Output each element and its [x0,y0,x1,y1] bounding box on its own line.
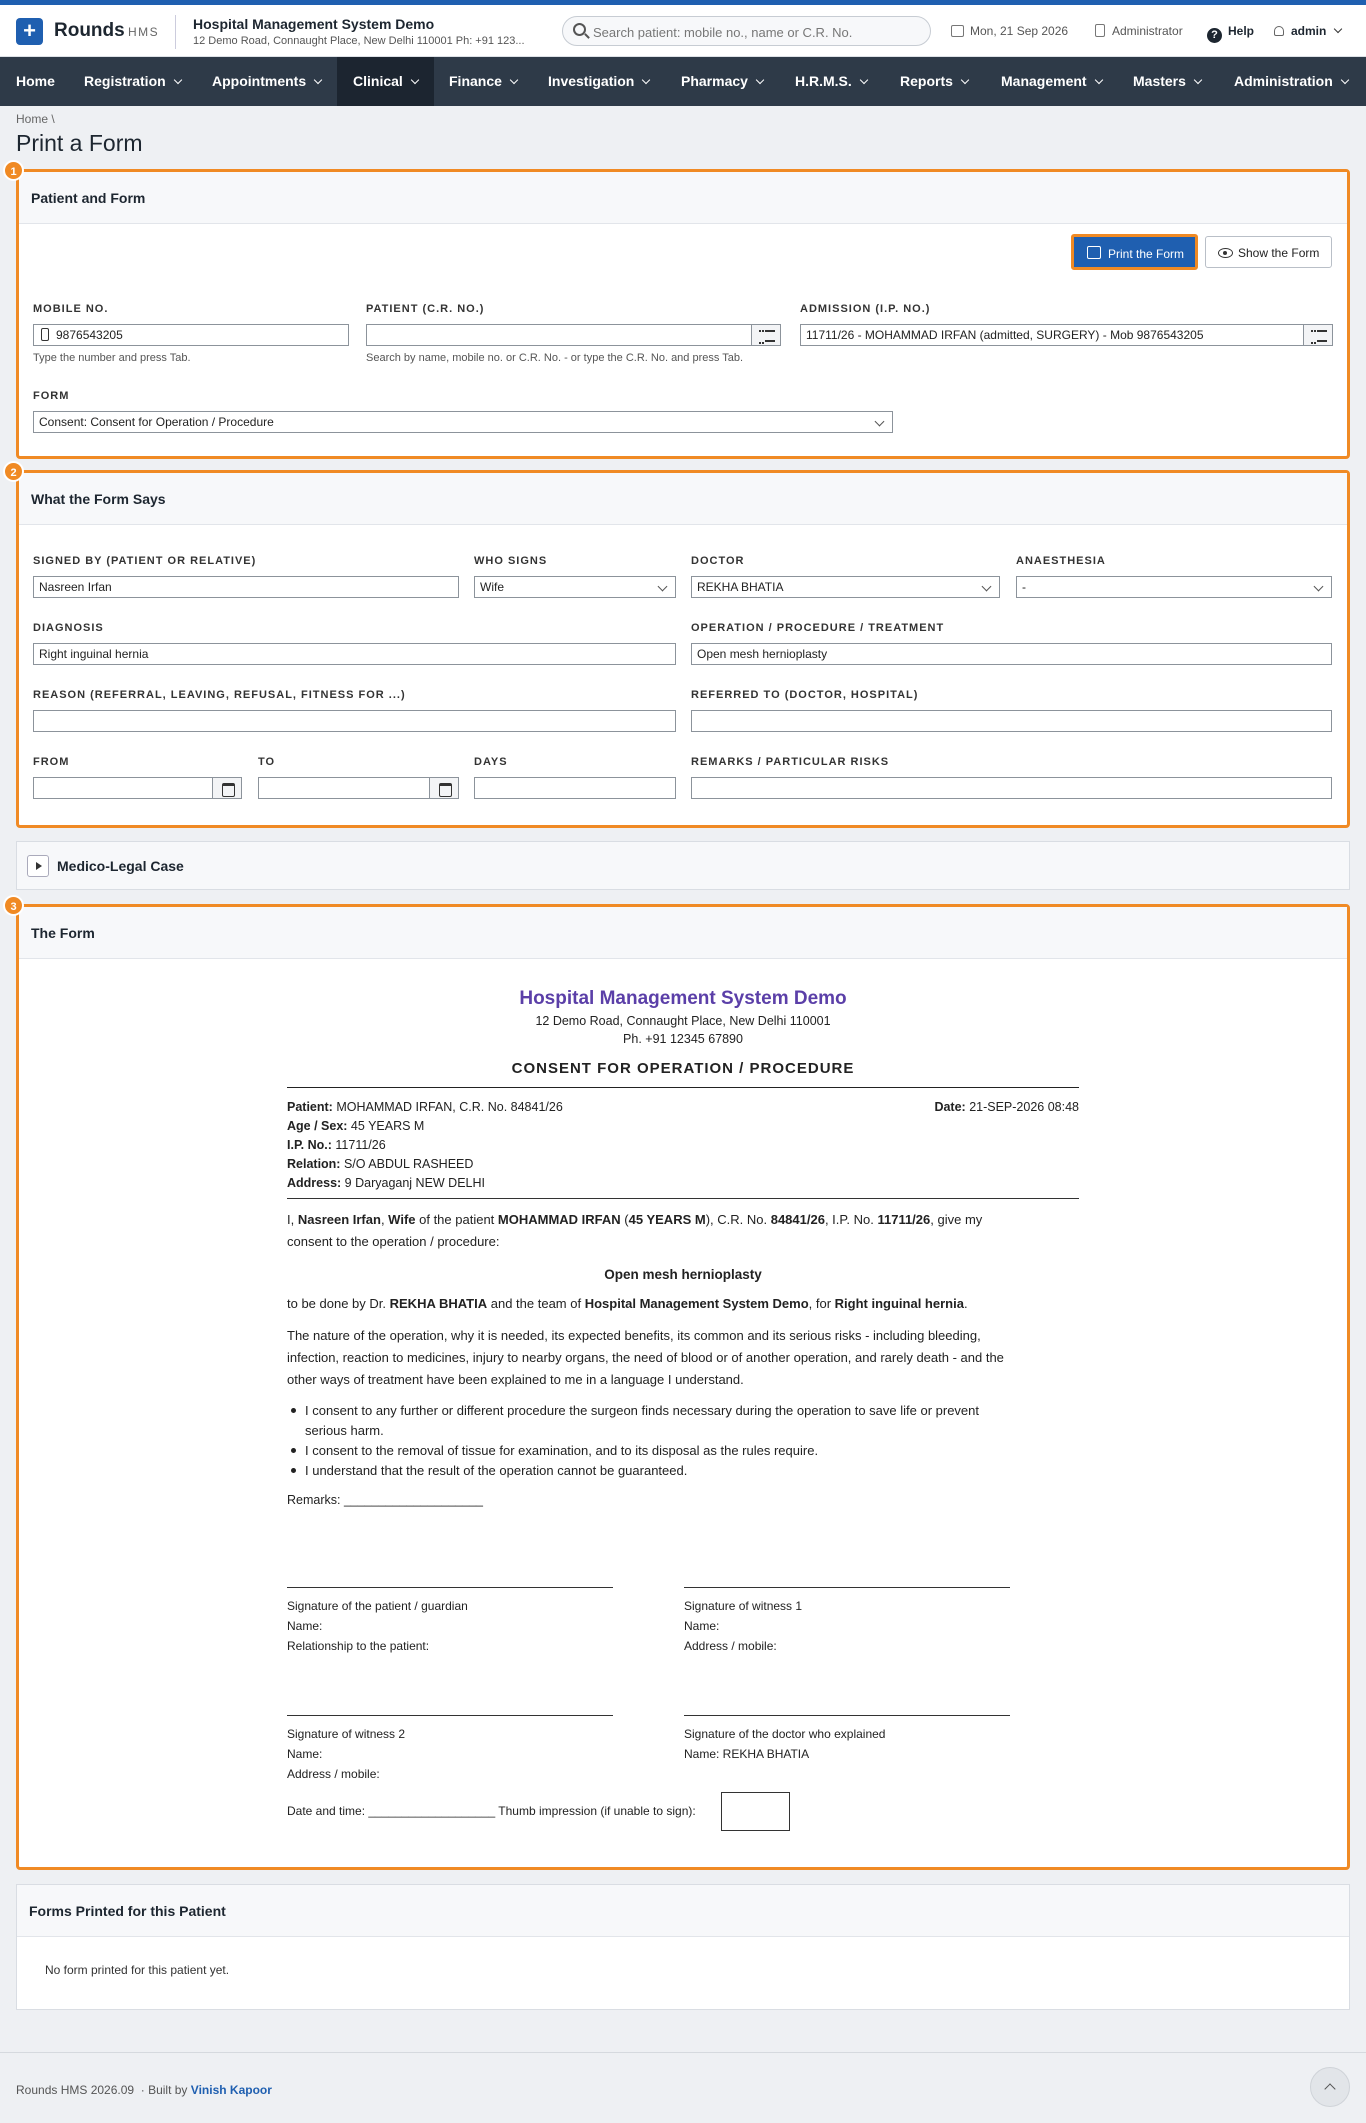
built-by: · Built by [140,2083,188,2097]
expand-toggle[interactable] [27,855,49,877]
nav-label: Masters [1133,73,1186,89]
doc-remarks: Remarks: ____________________ [287,1493,483,1507]
sig-address: Address / mobile: [287,1767,380,1781]
app-logo-icon[interactable]: + [16,18,43,45]
chevron-down-icon [961,76,969,84]
text: , for [808,1296,835,1311]
nav-pharmacy[interactable] [665,57,779,106]
days-field[interactable] [474,777,676,799]
signed-by-label: SIGNED BY (PATIENT OR RELATIVE) [33,555,257,567]
thumb-box [721,1792,790,1831]
nav-finance[interactable] [433,57,533,106]
value: 11711/26 [335,1138,386,1152]
header-role[interactable] [1095,24,1183,38]
header-date [951,24,1068,38]
text: of the patient [415,1212,498,1227]
doc-address-line [287,1175,485,1191]
text: , give my [930,1212,983,1227]
patient-label: PATIENT (C.R. NO.) [366,303,485,315]
label: Age / Sex: [287,1119,348,1133]
chevron-down-icon [411,76,419,84]
breadcrumb [16,112,55,126]
sig-title: Signature of witness 2 [287,1727,406,1741]
help-icon: ? [1207,28,1222,43]
footer-text [16,2083,272,2097]
field-value: 9876543205 [56,328,123,342]
doc-relation-line [287,1156,473,1172]
hospital-name: Hospital Management System Demo [193,16,435,32]
empty-message: No form printed for this patient yet. [45,1963,230,1977]
doc-hospital-name: Hospital Management System Demo [519,988,847,1009]
date-text: Mon, 21 Sep 2026 [970,24,1069,38]
chevron-down-icon [756,76,764,84]
days-label: DAYS [474,756,508,768]
chevron-up-icon [1324,2083,1335,2094]
nav-label: Investigation [548,73,635,89]
referred-field[interactable] [691,710,1332,732]
show-form-button[interactable] [1205,236,1332,268]
signature-line [287,1715,613,1716]
patient-search-input[interactable] [562,16,931,46]
sig-name: Name: REKHA BHATIA [684,1747,810,1761]
label: I.P. No.: [287,1138,332,1152]
text: and the team of [487,1296,585,1311]
doc-doctor-para [287,1296,968,1313]
signed-by-field[interactable]: Nasreen Irfan [33,576,459,598]
admission-list-icon[interactable] [1303,324,1333,346]
anaesthesia-select[interactable]: - [1016,576,1332,598]
nav-masters[interactable] [1117,57,1217,106]
text: I, [287,1212,298,1227]
form-label: FORM [33,390,70,402]
diagnosis-label: DIAGNOSIS [33,622,104,634]
user-menu[interactable] [1274,24,1341,38]
doc-risk-para-line1: The nature of the operation, why it is needed, its expected benefits, its common and its serious risks - including bleeding, [287,1328,981,1343]
from-label: FROM [33,756,70,768]
calendar-icon[interactable] [429,777,459,799]
admission-label: ADMISSION (I.P. NO.) [800,303,931,315]
doc-procedure: Open mesh hernioplasty [604,1267,762,1282]
chevron-down-icon [1094,76,1102,84]
eye-icon [1218,248,1233,258]
app-badge: HMS [128,25,160,39]
doc-datetime: Date and time: ___________________ Thumb impression (if unable to sign): [287,1804,696,1818]
patient-list-icon[interactable] [751,324,781,346]
doc-date-line [919,1099,1079,1115]
label: Patient: [287,1100,333,1114]
medico-legal-card[interactable] [16,841,1350,890]
button-label: Print the Form [1108,247,1185,261]
bullet-icon [291,1408,296,1413]
relation: Wife [388,1212,416,1227]
text: I understand that the result of the operation cannot be guaranteed. [305,1463,688,1478]
admission-field[interactable]: 11711/26 - MOHAMMAD IRFAN (admitted, SURGERY) - Mob 9876543205 [800,324,1304,346]
chevron-down-icon [314,76,322,84]
signer: Nasreen Irfan [297,1212,381,1227]
doc-ip-line [287,1137,386,1153]
doc-risk-para-line3: other ways of treatment have been explained to me in a language I understand. [287,1372,744,1387]
operation-field[interactable]: Open mesh hernioplasty [691,643,1332,665]
label: Address: [287,1176,342,1190]
printer-icon [1087,246,1101,259]
text: , I.P. No. [824,1212,878,1227]
app-header [0,5,1366,57]
sig-title: Signature of witness 1 [684,1599,803,1613]
user-icon [1274,26,1284,36]
hospital: Hospital Management System Demo [584,1296,809,1311]
nav-clinical[interactable] [337,57,434,106]
step-badge: 3 [3,895,24,916]
help-link[interactable] [1207,24,1254,43]
nav-home[interactable] [0,57,71,106]
caret-right-icon [36,862,42,870]
doc-consent-para-line2: consent to the operation / procedure: [287,1234,500,1249]
step-badge: 1 [3,160,24,181]
nav-label: H.R.M.S. [795,73,852,89]
value: MOHAMMAD IRFAN, C.R. No. 84841/26 [336,1100,563,1114]
sig-name: Name: [287,1619,323,1633]
from-date-field[interactable] [33,777,213,799]
text: ), C.R. No. [705,1212,771,1227]
hospital-address: 12 Demo Road, Connaught Place, New Delhi 110001 Ph: +91 123... [193,35,525,47]
nav-label: Pharmacy [681,73,748,89]
chevron-down-icon [1334,25,1342,33]
doc-consent-para [287,1212,982,1229]
value: S/O ABDUL RASHEED [343,1157,474,1171]
page-title: Print a Form [16,130,143,156]
diagnosis: Right inguinal hernia [834,1296,964,1311]
doc-bullet-1 [305,1403,979,1420]
value: 9 Daryaganj NEW DELHI [344,1176,485,1190]
forms-printed-card [16,1884,1350,2010]
chevron-down-icon [1341,76,1349,84]
chevron-down-icon [642,76,650,84]
user-name: admin [1291,24,1327,38]
text: , [380,1212,389,1227]
patient-form-card [16,169,1350,459]
age: 45 YEARS M [628,1212,706,1227]
doc-bullet-3 [305,1463,687,1480]
doctor-select[interactable]: REKHA BHATIA [691,576,1000,598]
breadcrumb-home[interactable]: Home [16,112,49,126]
text: I consent to the removal of tissue for examination, and to its disposal as the rules require. [305,1443,819,1458]
version: Rounds HMS 2026.09 [16,2083,135,2097]
ip-no: 11711/26 [877,1212,931,1227]
chevron-down-icon [173,76,181,84]
the-form-card [16,904,1350,1870]
doc-age-line [287,1118,424,1134]
nav-label: Management [1001,73,1087,89]
sig-relation: Relationship to the patient: [287,1639,430,1653]
diagnosis-field[interactable]: Right inguinal hernia [33,643,676,665]
button-label: Show the Form [1238,246,1320,260]
app-name[interactable]: Rounds [54,20,125,41]
bullet-icon [291,1448,296,1453]
doc-bullet-1-cont: serious harm. [305,1423,384,1438]
sig-name: Name: [684,1619,720,1633]
referred-label: REFERRED TO (DOCTOR, HOSPITAL) [691,689,919,701]
signature-line [684,1587,1010,1588]
signature-line [287,1587,613,1588]
form-says-card [16,470,1350,828]
doc-address: 12 Demo Road, Connaught Place, New Delhi 110001 [535,1014,831,1028]
author-link[interactable]: Vinish Kapoor [190,2083,272,2097]
mobile-help: Type the number and press Tab. [33,352,191,364]
chevron-down-icon [510,76,518,84]
value: 45 YEARS M [350,1119,425,1133]
doc-rule [287,1087,1079,1088]
anaesthesia-label: ANAESTHESIA [1016,555,1106,567]
remarks-label: REMARKS / PARTICULAR RISKS [691,756,890,768]
nav-management[interactable] [985,57,1118,106]
nav-label: Home [16,73,55,89]
nav-label: Administration [1234,73,1333,89]
help-label: Help [1228,24,1255,38]
calendar-icon [951,25,964,37]
calendar-icon[interactable] [212,777,242,799]
patient: MOHAMMAD IRFAN [497,1212,621,1227]
nav-hrms[interactable] [779,57,883,106]
sig-name: Name: [287,1747,323,1761]
sig-title: Signature of the doctor who explained [684,1727,886,1741]
label: Date: [934,1100,966,1114]
phone-icon [41,328,49,341]
who-signs-label: WHO SIGNS [474,555,548,567]
nav-reports[interactable] [884,57,984,106]
doc-rule [287,1198,1079,1199]
bullet-icon [291,1468,296,1473]
card-title: What the Form Says [19,473,1347,525]
value: 21-SEP-2026 08:48 [969,1100,1079,1114]
clipboard-icon [1095,24,1105,37]
to-date-field[interactable] [258,777,430,799]
sig-witness2-block [287,1724,405,1784]
sig-patient-block [287,1596,468,1656]
sig-address: Address / mobile: [684,1639,777,1653]
nav-label: Appointments [212,73,307,89]
card-title: The Form [19,907,1347,959]
nav-appointments[interactable] [196,57,337,106]
mobile-label: MOBILE NO. [33,303,109,315]
text: to be done by Dr. [287,1296,390,1311]
header-divider [175,15,176,49]
doc-risk-para-line2: infection, reaction to medicines, injury to nearby organs, the need of blood or of another operation, and rarely death - and the [287,1350,1004,1365]
chevron-down-icon [860,76,868,84]
remarks-field[interactable] [691,777,1332,799]
signature-line [684,1715,1010,1716]
reason-field[interactable] [33,710,676,732]
doc-patient-line [287,1099,563,1115]
operation-label: OPERATION / PROCEDURE / TREATMENT [691,622,945,634]
search-icon [573,23,586,36]
chevron-down-icon [1194,76,1202,84]
doc-phone: Ph. +91 12345 67890 [623,1032,743,1046]
sig-doctor-block [684,1724,885,1764]
search-placeholder: Search patient: mobile no., name or C.R. No. [593,25,853,40]
patient-field[interactable] [366,324,752,346]
card-title: Patient and Form [19,172,1347,224]
nav-investigation[interactable] [532,57,665,106]
nav-registration[interactable] [68,57,197,106]
doctor-label: DOCTOR [691,555,745,567]
card-title: Forms Printed for this Patient [17,1885,1349,1937]
label: Relation: [287,1157,341,1171]
who-signs-select[interactable]: Wife [474,576,676,598]
sig-title: Signature of the patient / guardian [287,1599,468,1613]
role-text: Administrator [1112,24,1183,38]
text: . [963,1296,968,1311]
mobile-field[interactable] [33,324,349,346]
nav-label: Registration [84,73,166,89]
reason-label: REASON (REFERRAL, LEAVING, REFUSAL, FITNESS FOR ...) [33,689,406,701]
cr-no: 84841/26 [770,1212,825,1227]
nav-label: Finance [449,73,502,89]
sig-witness1-block [684,1596,802,1656]
doc-heading: CONSENT FOR OPERATION / PROCEDURE [511,1060,855,1077]
patient-help: Search by name, mobile no. or C.R. No. - or type the C.R. No. and press Tab. [366,352,744,364]
form-select[interactable]: Consent: Consent for Operation / Procedure [33,411,893,433]
nav-administration[interactable] [1218,57,1364,106]
to-label: TO [258,756,276,768]
print-form-button[interactable] [1071,234,1198,270]
main-nav [0,57,1366,106]
nav-label: Reports [900,73,953,89]
text: I consent to any further or different procedure the surgeon finds necessary during the operation to save life or prevent [305,1403,979,1418]
breadcrumb-separator: \ [51,112,55,126]
footer [0,2052,1366,2123]
doc-bullet-2 [305,1443,818,1460]
scroll-top-button[interactable] [1310,2067,1350,2107]
doctor: REKHA BHATIA [389,1296,488,1311]
card-title: Medico-Legal Case [57,858,184,874]
nav-label: Clinical [353,73,403,89]
text: ( [620,1212,629,1227]
step-badge: 2 [3,461,24,482]
